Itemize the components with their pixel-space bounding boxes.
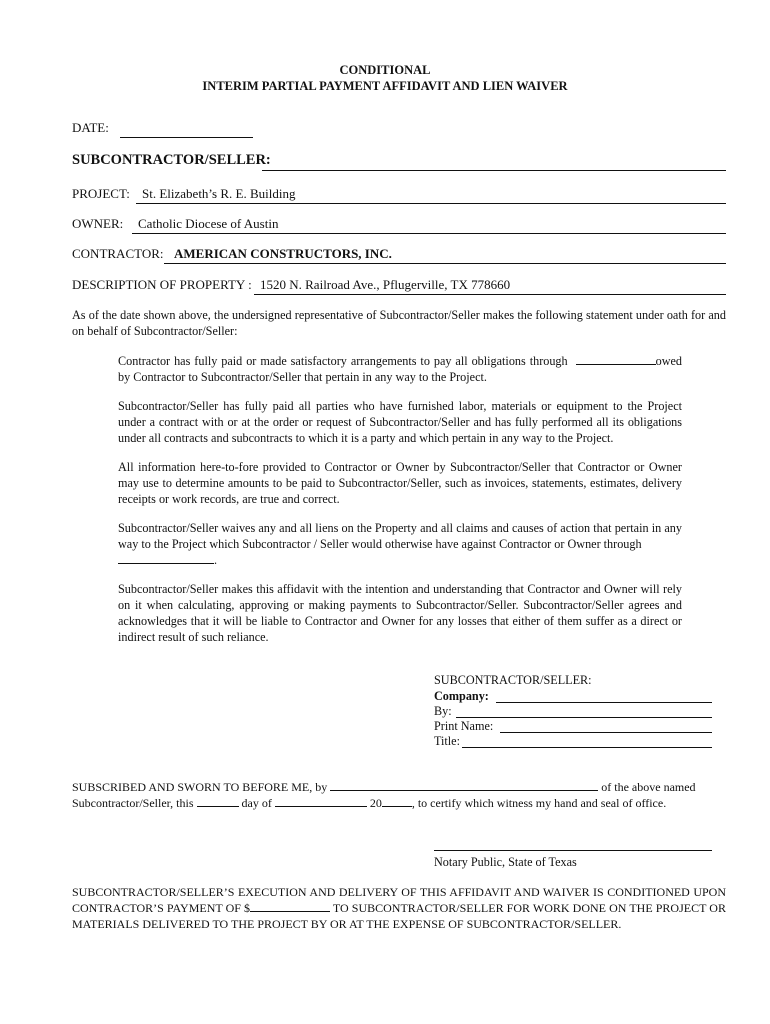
by-label: By: xyxy=(434,704,452,718)
paragraph-parties-paid: Subcontractor/Seller has fully paid all parties who have furnished labor, materials or equipment to the Project under a contract with or at the order or request of Subcontractor/Seller and has fully performed all its obligations under all contracts and subcontracts to which it is a party and which pertain in any way to the Project. xyxy=(118,399,682,445)
owner-field[interactable] xyxy=(132,233,726,234)
sworn-text-e: 20 xyxy=(369,796,382,810)
signature-heading-label: SUBCONTRACTOR/SELLER: xyxy=(434,673,592,687)
paragraph-payment-status xyxy=(118,353,682,385)
paragraph-payment-status-text-a: Contractor has fully paid or made satisfactory arrangements to pay all obligations through xyxy=(118,354,568,368)
subcontractor-label: SUBCONTRACTOR/SELLER: xyxy=(72,152,271,168)
sworn-text-f: , to certify which witness my hand and seal of office. xyxy=(411,796,667,810)
notary-signature-line[interactable] xyxy=(434,850,712,851)
payment-amount-blank[interactable] xyxy=(250,900,330,912)
paragraph-reliance: Subcontractor/Seller makes this affidavit with the intention and understanding that Contractor and Owner will rely on it when calculating, approving or making payments to Subcontractor/Seller. Subcontractor/Seller agrees and acknowledges that it will be liable to Contractor and Owner for any losses that either of them suffer as a direct or indirect result of such reliance. xyxy=(118,582,682,644)
paragraph-lien-waiver-text: Subcontractor/Seller waives any and all liens on the Property and all claims and causes of action that pertain in any way to the Project which Subcontractor / Seller would otherwise have against Contractor or Owner through xyxy=(118,521,682,551)
title-row xyxy=(434,734,712,750)
owner-value: Catholic Diocese of Austin xyxy=(138,216,279,231)
sworn-by-blank[interactable] xyxy=(330,779,598,791)
by-row xyxy=(434,704,712,720)
document-title-line2: INTERIM PARTIAL PAYMENT AFFIDAVIT AND LIEN WAIVER xyxy=(202,79,568,93)
contractor-value: AMERICAN CONSTRUCTORS, INC. xyxy=(174,246,392,261)
sworn-text-a: SUBSCRIBED AND SWORN TO BEFORE ME, by xyxy=(72,780,328,794)
sworn-text-d: day of xyxy=(241,796,272,810)
property-description-field[interactable] xyxy=(254,294,726,295)
project-field[interactable] xyxy=(136,203,726,204)
paragraph-lien-waiver xyxy=(118,520,682,568)
date-label: DATE: xyxy=(72,120,109,135)
waiver-through-date-blank[interactable] xyxy=(118,552,214,564)
print-name-label: Print Name: xyxy=(434,719,494,733)
sworn-text-c: Subcontractor/Seller, this xyxy=(72,796,194,810)
contractor-row xyxy=(72,246,726,264)
signature-heading xyxy=(434,673,712,689)
conditional-text-a: SUBCONTRACTOR/SELLER’S EXECUTION AND DELIVERY OF THIS AFFIDAVIT AND WAIVER IS CONDITIONED UPON CONTRACTOR’S PAYMENT OF $ xyxy=(72,885,726,915)
date-field[interactable] xyxy=(120,137,253,138)
by-field[interactable] xyxy=(456,717,712,718)
paragraph-information-true: All information here-to-fore provided to Contractor or Owner by Subcontractor/Seller that Contractor or Owner may use to determine amounts to be paid to Subcontractor/Seller, such as invoices, statements, estimates, delivery receipts or work records, are true and correct. xyxy=(118,460,682,506)
conditional-payment-statement xyxy=(72,884,726,932)
owner-label: OWNER: xyxy=(72,216,124,231)
sworn-month-blank[interactable] xyxy=(275,795,367,807)
paragraph-lien-waiver-end: . xyxy=(214,553,218,567)
print-name-row xyxy=(434,719,712,735)
subcontractor-field[interactable] xyxy=(262,170,726,171)
sworn-statement xyxy=(72,779,726,811)
owner-row xyxy=(72,216,726,234)
contractor-field[interactable] xyxy=(164,263,726,264)
title-field[interactable] xyxy=(462,747,712,748)
document-title-line1: CONDITIONAL xyxy=(339,63,431,77)
sworn-text-b: of the above named xyxy=(601,780,696,794)
date-row xyxy=(72,120,726,138)
property-description-row xyxy=(72,277,726,295)
intro-statement: As of the date shown above, the undersigned representative of Subcontractor/Seller makes the following statement under oath for and on behalf of Subcontractor/Seller: xyxy=(72,308,726,338)
project-value: St. Elizabeth’s R. E. Building xyxy=(142,186,296,201)
company-field[interactable] xyxy=(496,702,712,703)
through-date-blank[interactable] xyxy=(576,353,656,365)
contractor-label: CONTRACTOR: xyxy=(72,246,164,261)
project-label: PROJECT: xyxy=(72,186,130,201)
print-name-field[interactable] xyxy=(500,732,712,733)
conditional-text-b: TO SUBCONTRACTOR/SELLER FOR WORK DONE ON THE PROJECT OR MATERIALS DELIVERED TO THE PROJECT BY OR AT THE EXPENSE OF SUBCONTRACTOR/SELLER. xyxy=(72,901,726,931)
company-label: Company: xyxy=(434,689,489,703)
sworn-year-blank[interactable] xyxy=(382,795,412,807)
subcontractor-row xyxy=(72,151,726,171)
property-description-value: 1520 N. Railroad Ave., Pflugerville, TX 778660 xyxy=(260,277,511,292)
title-label: Title: xyxy=(434,734,460,748)
paragraph-payment-status-text-b: owed by Contractor to Subcontractor/Seller that pertain in any way to the Project. xyxy=(118,354,682,384)
project-row xyxy=(72,186,726,204)
company-row xyxy=(434,689,712,705)
sworn-day-blank[interactable] xyxy=(197,795,239,807)
property-description-label: DESCRIPTION OF PROPERTY : xyxy=(72,277,252,292)
notary-label: Notary Public, State of Texas xyxy=(434,855,577,869)
